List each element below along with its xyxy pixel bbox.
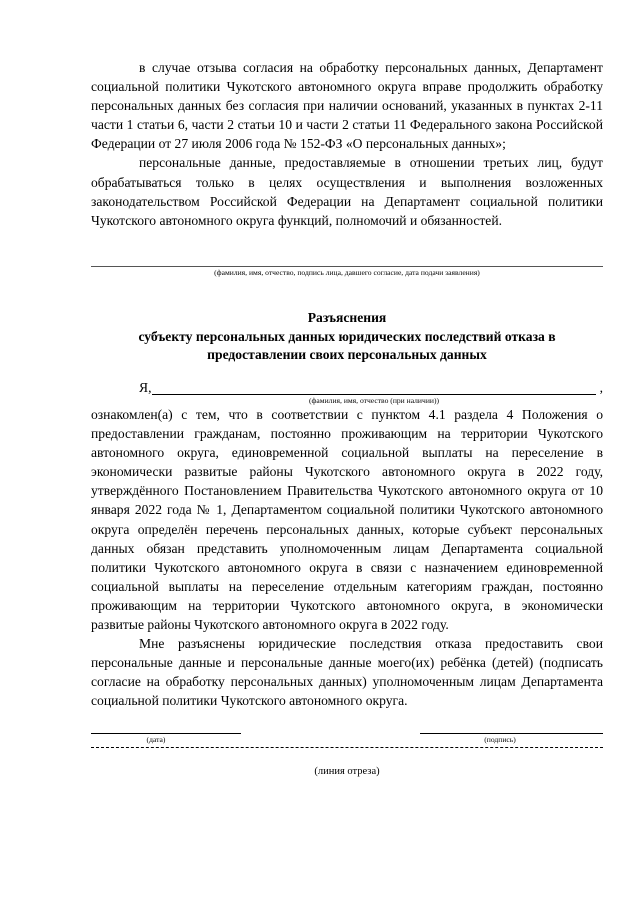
explanation-subtitle-line2: предоставлении своих персональных данных <box>207 347 487 362</box>
paragraph-third-parties: персональные данные, предоставляемые в отношении третьих лиц, будут обрабатываться только в целях осуществления и выполнения возложенных законодательством Российской Федерации на Департамент социальной политики Чукотского автономного округа функций, полномочий и обязанностей. <box>91 155 603 228</box>
signature-caption: (фамилия, имя, отчество, подпись лица, давшего согласие, дата подачи заявления) <box>214 268 480 277</box>
explanation-title: Разъяснения <box>307 310 387 325</box>
ya-label: Я, <box>139 380 152 395</box>
signature-line <box>91 266 603 267</box>
consent-conditions <box>91 58 603 230</box>
date-field-line[interactable] <box>91 733 241 734</box>
explanation-body <box>91 405 603 711</box>
cut-line-caption: (линия отреза) <box>314 766 380 777</box>
ya-comma: , <box>599 380 603 395</box>
paragraph-consent-withdrawal: в случае отзыва согласия на обработку персональных данных, Департамент социальной политики Чукотского автономного округа вправе продолжить обработку персональных данных без согласия при наличии оснований, указанных в пунктах 2-11 части 1 статьи 6, части 2 статьи 10 и части 2 статьи 11 Федерального закона Российской Федерации от 27 июля 2006 года № 152-ФЗ «О персональных данных»; <box>91 60 603 152</box>
signature-field-caption: (подпись) <box>484 735 516 744</box>
name-field-line[interactable] <box>152 394 596 395</box>
paragraph-consequences: Мне разъяснены юридические последствия отказа предоставить свои персональные данные и персональные данные моего(их) ребёнка (детей) (подписать согласие на обработку персональных данных) уполномоченным лицам Департамента социальной политики Чукотского автономного округа. <box>91 636 603 709</box>
explanation-subtitle-line1: субъекту персональных данных юридических последствий отказа в <box>138 329 556 344</box>
cut-line <box>91 747 603 748</box>
name-field-caption: (фамилия, имя, отчество (при наличии)) <box>308 396 439 405</box>
date-caption: (дата) <box>146 735 166 744</box>
signature-field-line[interactable] <box>420 733 603 734</box>
paragraph-acknowledgement: ознакомлен(а) с тем, что в соответствии с пунктом 4.1 раздела 4 Положения о предоставлении гражданам, постоянно проживающим на территории Чукотского автономного округа, единовременной социальной выплаты на переселение в экономически развитые районы Чукотского автономного округа в 2022 году, утверждённого Постановлением Правительства Чукотского автономного округа от 10 января 2022 года № 1, Департаментом социальной политики Чукотского автономного округа определён перечень персональных данных, которые субъект персональных данных обязан представить уполномоченным лицам Департамента социальной политики Чукотского автономного округа в связи с назначением единовременной социальной выплаты на переселение отдельным категориям граждан, постоянно проживающим на территории Чукотского автономного округа, в экономически развитые районы Чукотского автономного округа в 2022 году. <box>91 407 603 633</box>
